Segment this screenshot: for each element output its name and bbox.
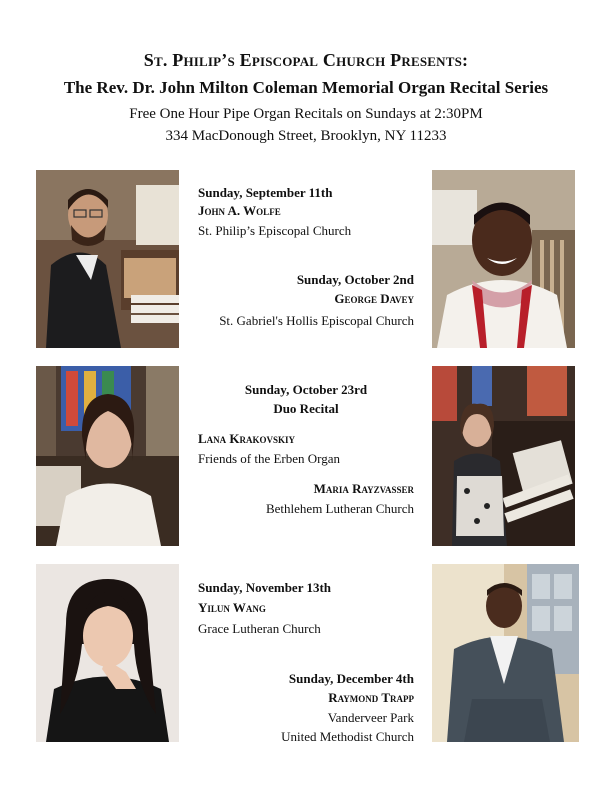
recital-5-date: Sunday, December 4th xyxy=(288,671,414,686)
recital-1-date: Sunday, September 11th xyxy=(198,185,333,200)
flyer-title: St. Philip’s Episcopal Church Presents: xyxy=(143,50,469,70)
recital-3-church-1: Friends of the Erben Organ xyxy=(198,451,341,466)
photo-john-wolfe xyxy=(36,170,179,348)
recital-1-church: St. Philip’s Episcopal Church xyxy=(198,223,352,238)
recital-2-date: Sunday, October 2nd xyxy=(296,272,414,287)
recital-1-performer: John A. Wolfe xyxy=(198,203,281,218)
photo-george-davey xyxy=(432,170,575,348)
photo-raymond-trapp xyxy=(432,564,579,742)
recital-3-subtitle: Duo Recital xyxy=(273,401,339,416)
address: 334 MacDonough Street, Brooklyn, NY 11233 xyxy=(165,128,447,144)
recital-5-church-line-1: Vanderveer Park xyxy=(327,710,414,725)
recital-3-date: Sunday, October 23rd xyxy=(244,382,368,397)
recital-5-church-line-2: United Methodist Church xyxy=(281,729,414,744)
photo-yilun-wang xyxy=(36,564,179,742)
recital-2-church: St. Gabriel's Hollis Episcopal Church xyxy=(219,313,414,328)
schedule-info: Free One Hour Pipe Organ Recitals on Sundays at 2:30PM xyxy=(129,106,483,122)
recital-5-performer: Raymond Trapp xyxy=(328,690,414,705)
recital-3-performer-2: Maria Rayzvasser xyxy=(313,481,414,496)
photo-maria-rayzvasser xyxy=(432,366,575,546)
recital-2-performer: George Davey xyxy=(334,291,414,306)
series-title: The Rev. Dr. John Milton Coleman Memorial Organ Recital Series xyxy=(63,78,549,97)
recital-3-church-2: Bethlehem Lutheran Church xyxy=(265,501,414,516)
recital-4-date: Sunday, November 13th xyxy=(198,580,332,595)
recital-4-church: Grace Lutheran Church xyxy=(198,621,321,636)
recital-4-performer: Yilun Wang xyxy=(198,600,266,615)
photo-lana-krakovskiy xyxy=(36,366,179,546)
recital-3-performer-1: Lana Krakovskiy xyxy=(198,431,296,446)
